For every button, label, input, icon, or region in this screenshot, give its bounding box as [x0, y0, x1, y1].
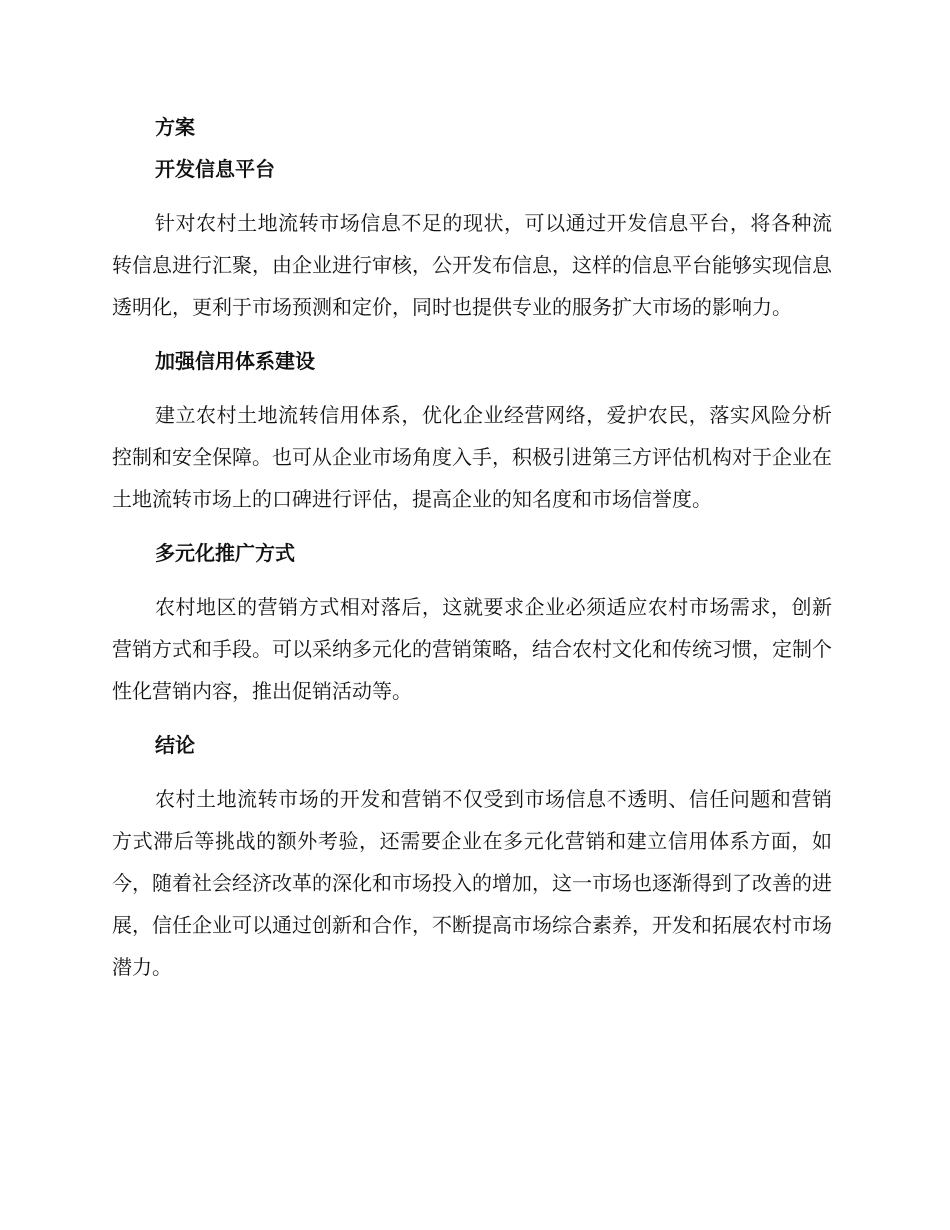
section-conclusion	[112, 724, 832, 988]
section-paragraph: 农村地区的营销方式相对落后，这就要求企业必须适应农村市场需求，创新营销方式和手段。可以采纳多元化的营销策略，结合农村文化和传统习惯，定制个性化营销内容，推出促销活动等。	[112, 595, 832, 703]
section-heading: 结论	[155, 733, 195, 757]
section-heading: 加强信用体系建设	[155, 349, 315, 373]
document-body	[112, 106, 832, 1000]
section-diversified-promotion	[112, 532, 832, 712]
section-paragraph: 建立农村土地流转信用体系，优化企业经营网络，爱护农民，落实风险分析控制和安全保障。也可从企业市场角度入手，积极引进第三方评估机构对于企业在土地流转市场上的口碑进行评估，提高企业的知名度和市场信誉度。	[112, 403, 832, 511]
section-paragraph: 针对农村土地流转市场信息不足的现状，可以通过开发信息平台，将各种流转信息进行汇聚，由企业进行审核，公开发布信息，这样的信息平台能够实现信息透明化，更利于市场预测和定价，同时也提供专业的服务扩大市场的影响力。	[112, 211, 832, 319]
section-credit-system	[112, 340, 832, 520]
section-heading: 开发信息平台	[155, 157, 275, 181]
section-info-platform	[112, 148, 832, 328]
document-title: 方案	[155, 115, 195, 139]
section-heading: 多元化推广方式	[155, 541, 295, 565]
section-paragraph: 农村土地流转市场的开发和营销不仅受到市场信息不透明、信任问题和营销方式滞后等挑战的额外考验，还需要企业在多元化营销和建立信用体系方面，如今，随着社会经济改革的深化和市场投入的增加，这一市场也逐渐得到了改善的进展，信任企业可以通过创新和合作，不断提高市场综合素养，开发和拓展农村市场潜力。	[112, 787, 832, 979]
